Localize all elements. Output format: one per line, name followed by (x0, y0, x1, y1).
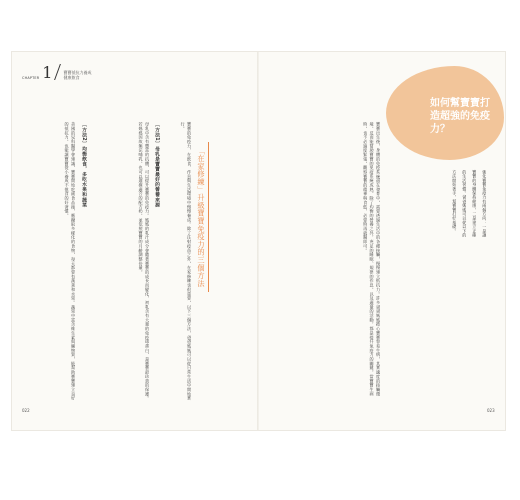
right-page-title (430, 97, 490, 136)
chapter-number: 1 (42, 63, 53, 82)
chapter-title (63, 70, 91, 80)
right-body-text: 寶寶出生後，身體的免疫系統還在發育中，需要透過生活中的各種接觸，慢慢建立抵抗力。許多爸爸媽媽擔心寶寶容易生病，其實適度的接觸環境，反而能幫助寶寶的免疫系統成熟。除了均衡的營養之外，充足的睡眠、規律的作息，以及適量的活動，都是提升免疫力的關鍵。當寶寶生病時，也不必過度緊張，觀察寶寶的精神與食慾，必要時再就醫即可。 (363, 122, 381, 397)
title-line-2: 造超強的免疫 (430, 111, 490, 122)
note-line-4: 方法開始著手，幫寶寶打好基礎。 (452, 170, 458, 233)
method2-text: 美國的兒科醫學會建議，寶寶開始吃副食品後，應攝取多樣化的食物，每天都要有蔬菜和水果。蔬果中富含維生素與礦物質，能幫助寶寶建立良好的抵抗力，也能讓寶寶從小養成不挑食的好習慣。 (64, 122, 76, 401)
chapter-title-line1: 寶寶抵抗力養成 (63, 70, 92, 75)
method1-text: 母乳中含有豐富的抗體，可以提升寶寶的免疫力。媽媽的乳汁成分會隨著寶寶的成長而變化，初乳含有大量的免疫球蛋白，是寶寶最珍貴的保護。若媽媽因故無法哺乳，也可以選擇適合的配方奶，並依照寶寶的月齡調整份量。 (138, 122, 150, 401)
section-heading: 「在家修練」升級寶寶免疫力的三個方法 (197, 147, 206, 288)
chapter-header (22, 64, 91, 80)
chapter-title-line2: 健康飲食 (63, 75, 80, 80)
left-page-number: 022 (22, 408, 30, 413)
intro-paragraph: 寶寶的免疫力，在飲食、作息與生活環境中慢慢養成。除了注射疫苗之外，在家修練也很重要，以下三個方法，爸爸媽媽可以從日常生活中開始實行。 (180, 122, 192, 401)
right-page-number: 023 (487, 408, 495, 413)
heading-accent-line (208, 142, 209, 292)
method1-title: 〔方法1〕母乳是寶寶最好的營養來源 (154, 122, 159, 208)
chapter-divider (55, 64, 62, 80)
note-line-3: 的生活習慣。爸爸媽媽可以從以下的 (462, 170, 468, 238)
left-page (12, 52, 258, 430)
chapter-label: CHAPTER (22, 76, 40, 80)
title-line-3: 力？ (430, 124, 450, 135)
method2-title: 〔方法2〕均衡飲食，多吃水果和蔬菜 (81, 122, 86, 208)
note-line-2: 寶寶的身體保持健康，二是建立正確 (472, 170, 478, 238)
note-line-1: 強化寶寶免疫力有兩個方向：一是讓 (482, 170, 488, 238)
title-line-1: 如何幫寶寶打 (430, 98, 490, 109)
